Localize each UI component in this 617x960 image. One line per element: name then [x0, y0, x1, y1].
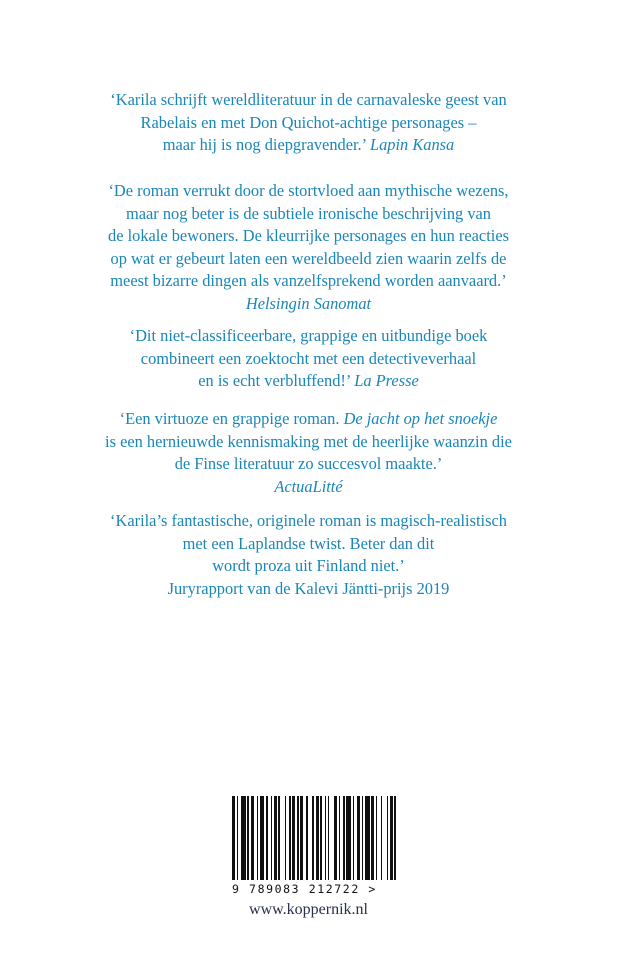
quote-line: de lokale bewoners. De kleurrijke personages en hun reacties: [108, 226, 509, 246]
quote-line: de Finse literatuur zo succesvol maakte.’: [174, 454, 443, 474]
quote-line: wordt proza uit Finland niet.’: [212, 556, 405, 576]
quote-line: meest bizarre dingen als vanzelfsprekend worden aanvaard.’: [110, 271, 507, 291]
review-quote-lapin-kansa: [0, 89, 617, 157]
quote-text: en is echt verbluffend!’: [198, 371, 351, 391]
quote-line: op wat er gebeurt laten een wereldbeeld zien waarin zelfs de: [110, 248, 507, 268]
quote-line: [0, 134, 617, 157]
quote-line: combineert een zoektocht met een detectiveverhaal: [140, 348, 477, 368]
review-quote-la-presse: [0, 325, 617, 393]
barcode-bars: [232, 796, 402, 880]
quote-source: La Presse: [354, 371, 419, 391]
review-quote-helsingin-sanomat: [0, 180, 617, 316]
isbn-barcode: [232, 796, 402, 896]
barcode-gap: [396, 796, 399, 880]
quote-source: Juryrapport van de Kalevi Jäntti-prijs 2019: [167, 578, 450, 598]
quote-line: ‘Karila’s fantastische, originele roman is magisch-realistisch: [110, 511, 507, 530]
quote-line: met een Laplandse twist. Beter dan dit: [182, 533, 435, 553]
review-quote-actualitte: [0, 408, 617, 498]
isbn-number: 9 789083 212722 >: [232, 882, 377, 896]
quote-line: ‘Karila schrijft wereldliteratuur in de carnavaleske geest van: [110, 90, 507, 109]
quote-source: Helsingin Sanomat: [245, 293, 372, 313]
publisher-website: www.koppernik.nl: [249, 901, 368, 918]
quote-line: maar nog beter is de subtiele ironische beschrijving van: [125, 203, 492, 223]
quote-line: ‘Dit niet-classificeerbare, grappige en uitbundige boek: [129, 326, 488, 345]
quote-text: ‘Een virtuoze en grappige roman.: [119, 409, 344, 428]
book-title: De jacht op het snoekje: [343, 409, 498, 428]
quote-line: ‘De roman verrukt door de stortvloed aan mythische wezens,: [108, 181, 509, 200]
quote-source: Lapin Kansa: [370, 135, 455, 155]
quote-line: [0, 370, 617, 393]
quote-line: [0, 408, 617, 431]
review-quote-jury-report: [0, 510, 617, 600]
quote-line: Rabelais en met Don Quichot-achtige personages –: [140, 112, 477, 132]
quote-text: maar hij is nog diepgravender.’: [162, 135, 366, 155]
quote-source: ActuaLitté: [274, 476, 343, 496]
quote-line: is een hernieuwde kennismaking met de heerlijke waanzin die: [105, 431, 512, 451]
